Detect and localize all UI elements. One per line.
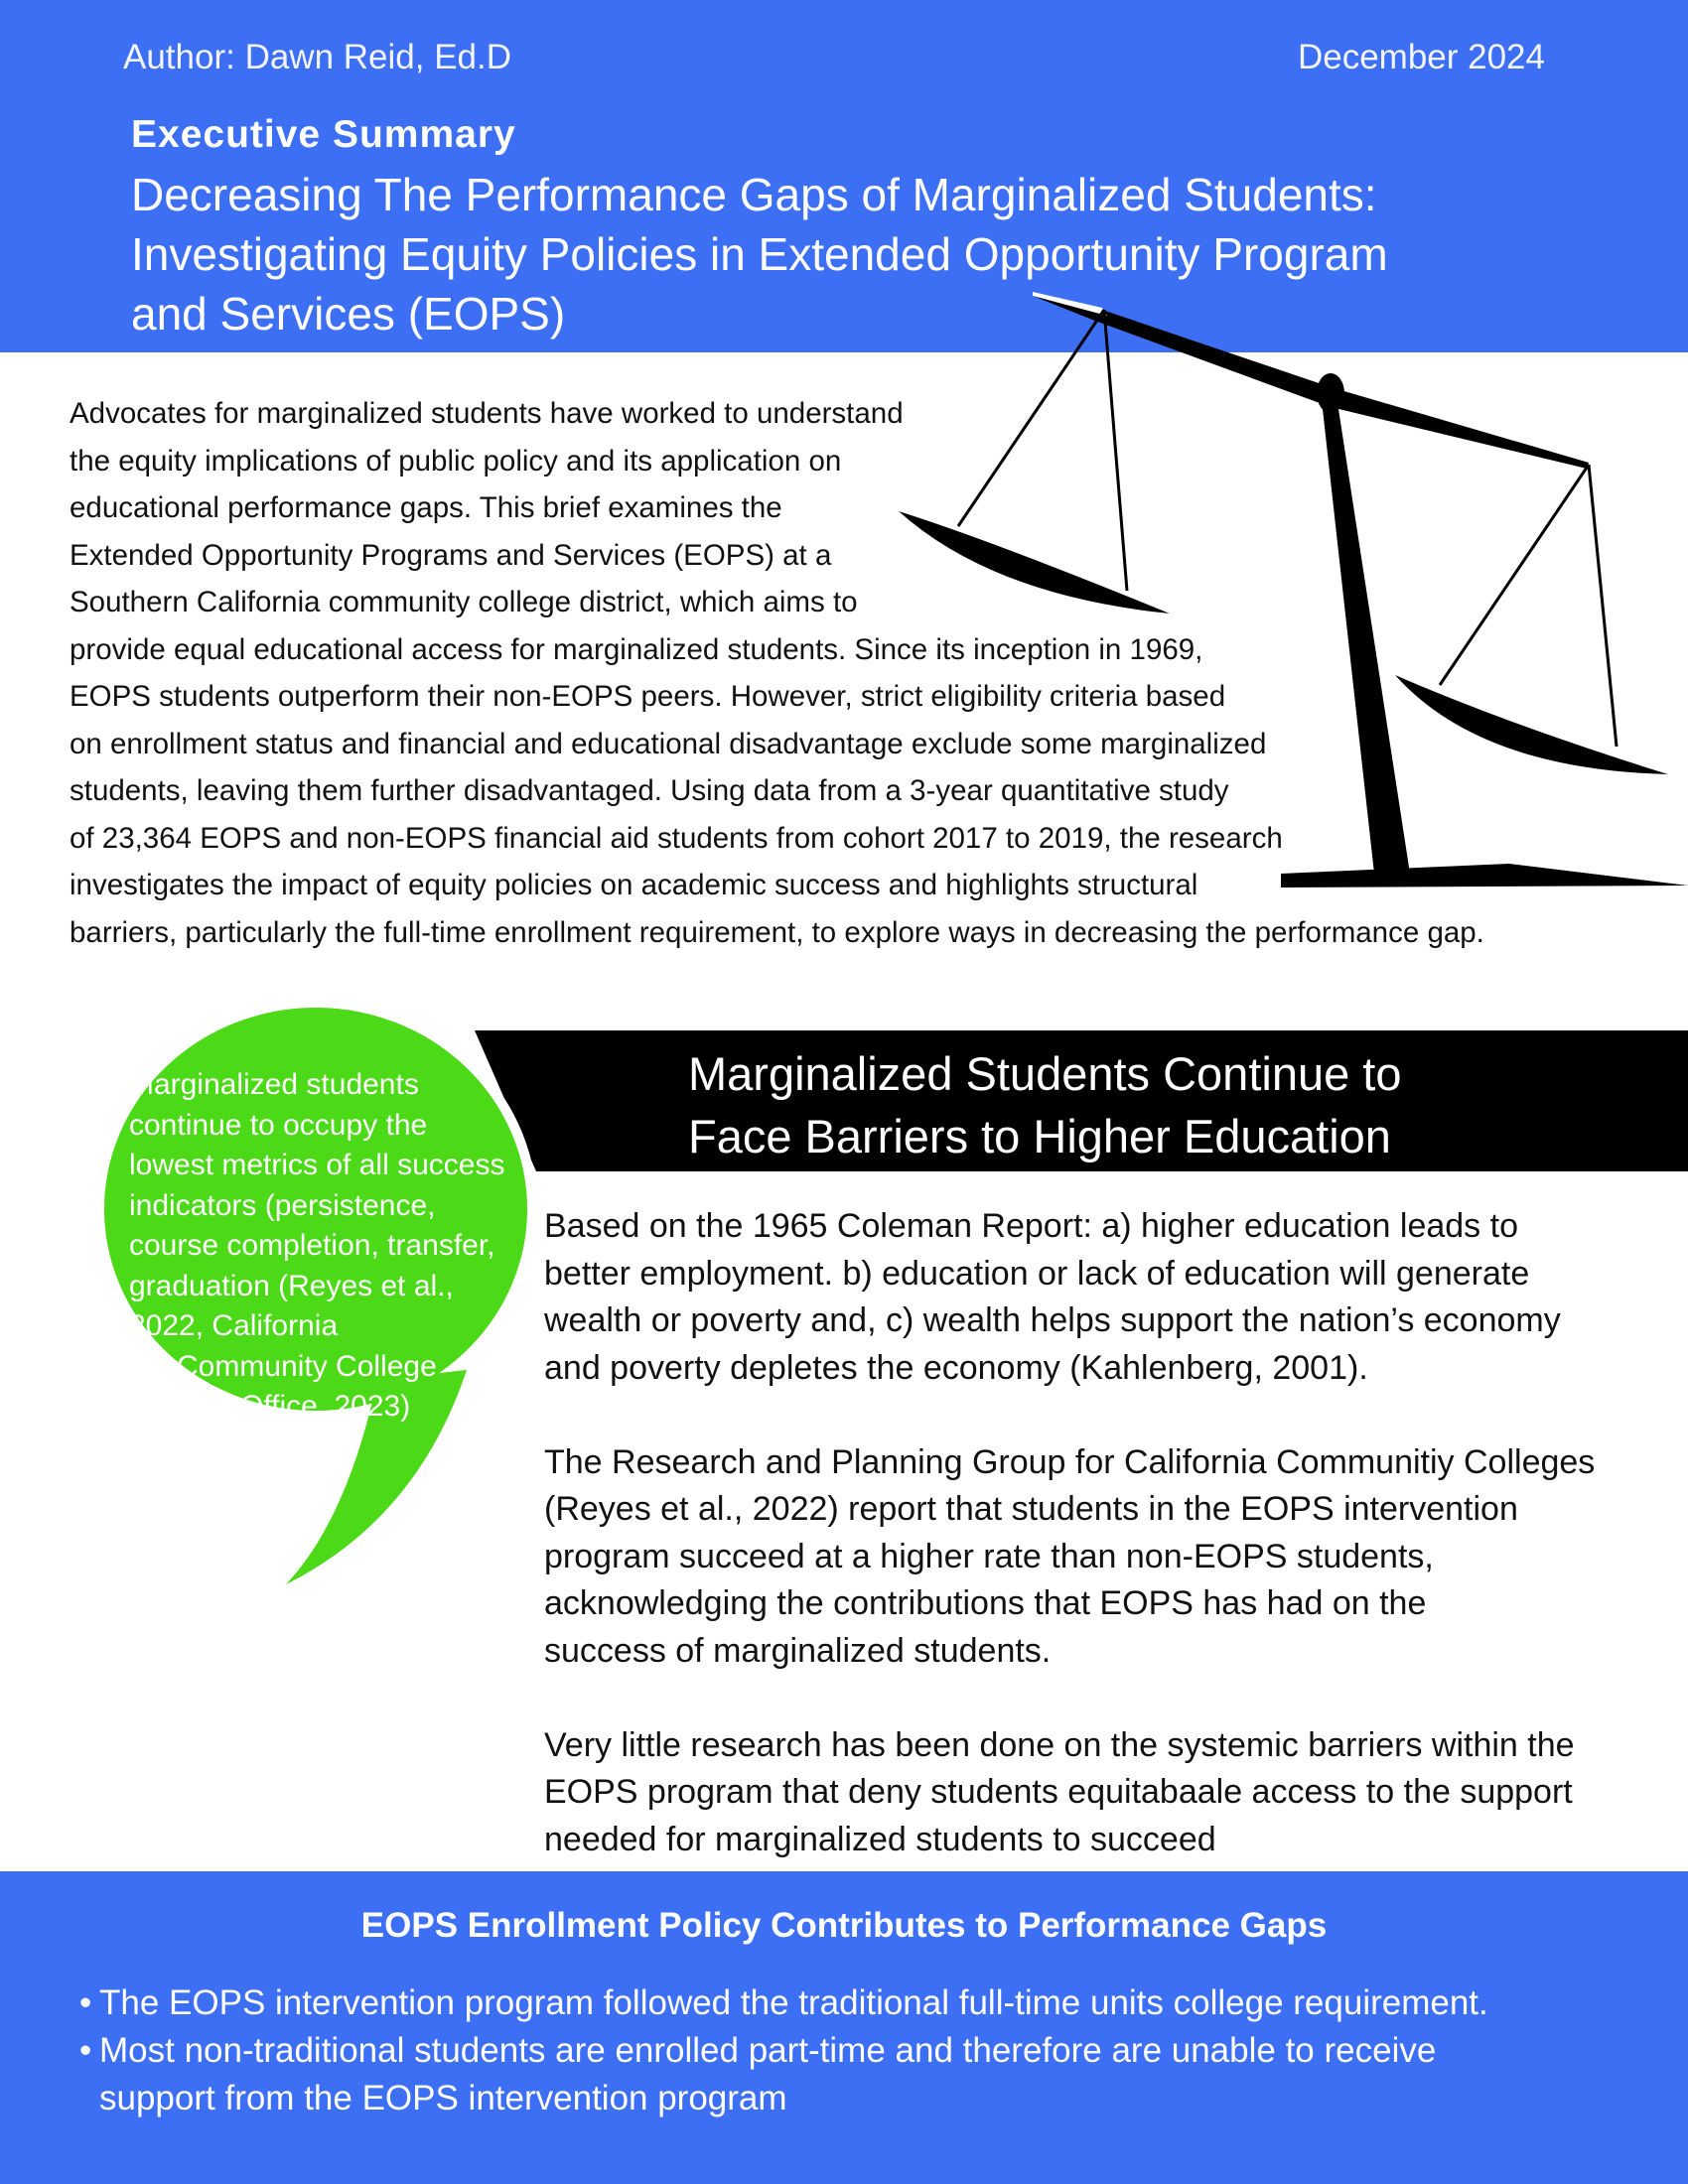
body-paragraph <box>544 1439 1666 1676</box>
body-line: EOPS program that deny students equitabaale access to the support <box>544 1773 1573 1811</box>
callout-line: Marginalized students <box>129 1068 419 1101</box>
intro-line: provide equal educational access for marginalized students. Since its inception in 1969, <box>70 632 1203 666</box>
publication-date: December 2024 <box>1297 38 1545 76</box>
body-line: The Research and Planning Group for California Communitiy Colleges <box>544 1442 1596 1481</box>
footer-bullet <box>79 2027 1668 2122</box>
intro-line: students, leaving them further disadvantaged. Using data from a 3-year quantitative study <box>70 774 1229 807</box>
body-line: program succeed at a higher rate than non-EOPS students, <box>544 1537 1434 1575</box>
author-line: Author: Dawn Reid, Ed.D <box>123 38 512 76</box>
intro-line: educational performance gaps. This brief examines the <box>70 491 782 524</box>
body-line: acknowledging the contributions that EOPS has had on the <box>544 1584 1427 1622</box>
intro-line: of 23,364 EOPS and non-EOPS financial aid students from cohort 2017 to 2019, the research <box>70 821 1283 855</box>
callout-line: 2022, California <box>129 1309 339 1342</box>
body-line: Very little research has been done on the systemic barriers within the <box>544 1725 1575 1764</box>
callout-line: course completion, transfer, <box>129 1229 495 1262</box>
title-line: Decreasing The Performance Gaps of Marginalized Students: <box>131 169 1377 220</box>
body-line: success of marginalized students. <box>544 1631 1052 1670</box>
bullet-dot: • <box>79 2031 92 2070</box>
bullet-dot: • <box>79 1983 92 2022</box>
body-line: better employment. b) education or lack of education will generate <box>544 1254 1530 1293</box>
bullet-line: support from the EOPS intervention program <box>99 2079 787 2117</box>
callout-line: Office, 2023) <box>240 1390 411 1423</box>
body-line: needed for marginalized students to succeed <box>544 1820 1216 1858</box>
intro-line: Southern California community college district, which aims to <box>70 586 858 618</box>
intro-line: on enrollment status and financial and educational disadvantage exclude some marginalized <box>70 727 1267 760</box>
section-heading-line: Face Barriers to Higher Education <box>688 1110 1391 1162</box>
title-line: and Services (EOPS) <box>131 288 566 340</box>
callout-line: indicators (persistence, <box>129 1188 436 1222</box>
callout-line: lowest metrics of all success <box>129 1149 505 1181</box>
body-paragraph <box>544 1722 1666 1864</box>
title-line: Investigating Equity Policies in Extended Opportunity Program <box>131 228 1388 280</box>
intro-line: Extended Opportunity Programs and Services (EOPS) at a <box>70 538 832 572</box>
callout-line: graduation (Reyes et al., <box>129 1269 454 1302</box>
footer-bullet-list <box>79 1979 1668 2122</box>
intro-paragraph <box>70 390 1618 956</box>
callout-line: Community College <box>177 1349 437 1383</box>
intro-line: the equity implications of public policy and its application on <box>70 444 842 478</box>
executive-summary-label: Executive Summary <box>131 113 516 156</box>
section-heading-line: Marginalized Students Continue to <box>688 1047 1402 1100</box>
callout-text <box>129 1065 526 1428</box>
intro-line: EOPS students outperform their non-EOPS peers. However, strict eligibility criteria based <box>70 680 1226 713</box>
intro-line: barriers, particularly the full-time enrollment requirement, to explore ways in decreasing the performance gap. <box>70 915 1484 949</box>
footer-bullet <box>79 1979 1668 2027</box>
body-line: (Reyes et al., 2022) report that students in the EOPS intervention <box>544 1490 1518 1528</box>
bullet-line: The EOPS intervention program followed the traditional full-time units college requirement. <box>99 1983 1488 2022</box>
body-line: and poverty depletes the economy (Kahlenberg, 2001). <box>544 1348 1368 1387</box>
intro-line: investigates the impact of equity policies on academic success and highlights structural <box>70 869 1198 901</box>
body-paragraph <box>544 1203 1666 1392</box>
callout-line: continue to occupy the <box>129 1108 428 1142</box>
section-body <box>544 1203 1666 1911</box>
footer-heading: EOPS Enrollment Policy Contributes to Performance Gaps <box>360 1906 1328 1945</box>
body-line: Based on the 1965 Coleman Report: a) higher education leads to <box>544 1207 1518 1245</box>
bullet-line: Most non-traditional students are enrolled part-time and therefore are unable to receive <box>99 2031 1437 2070</box>
body-line: wealth or poverty and, c) wealth helps support the nation’s economy <box>544 1301 1561 1339</box>
section-heading <box>688 1042 1621 1167</box>
intro-line: Advocates for marginalized students have worked to understand <box>70 397 904 430</box>
